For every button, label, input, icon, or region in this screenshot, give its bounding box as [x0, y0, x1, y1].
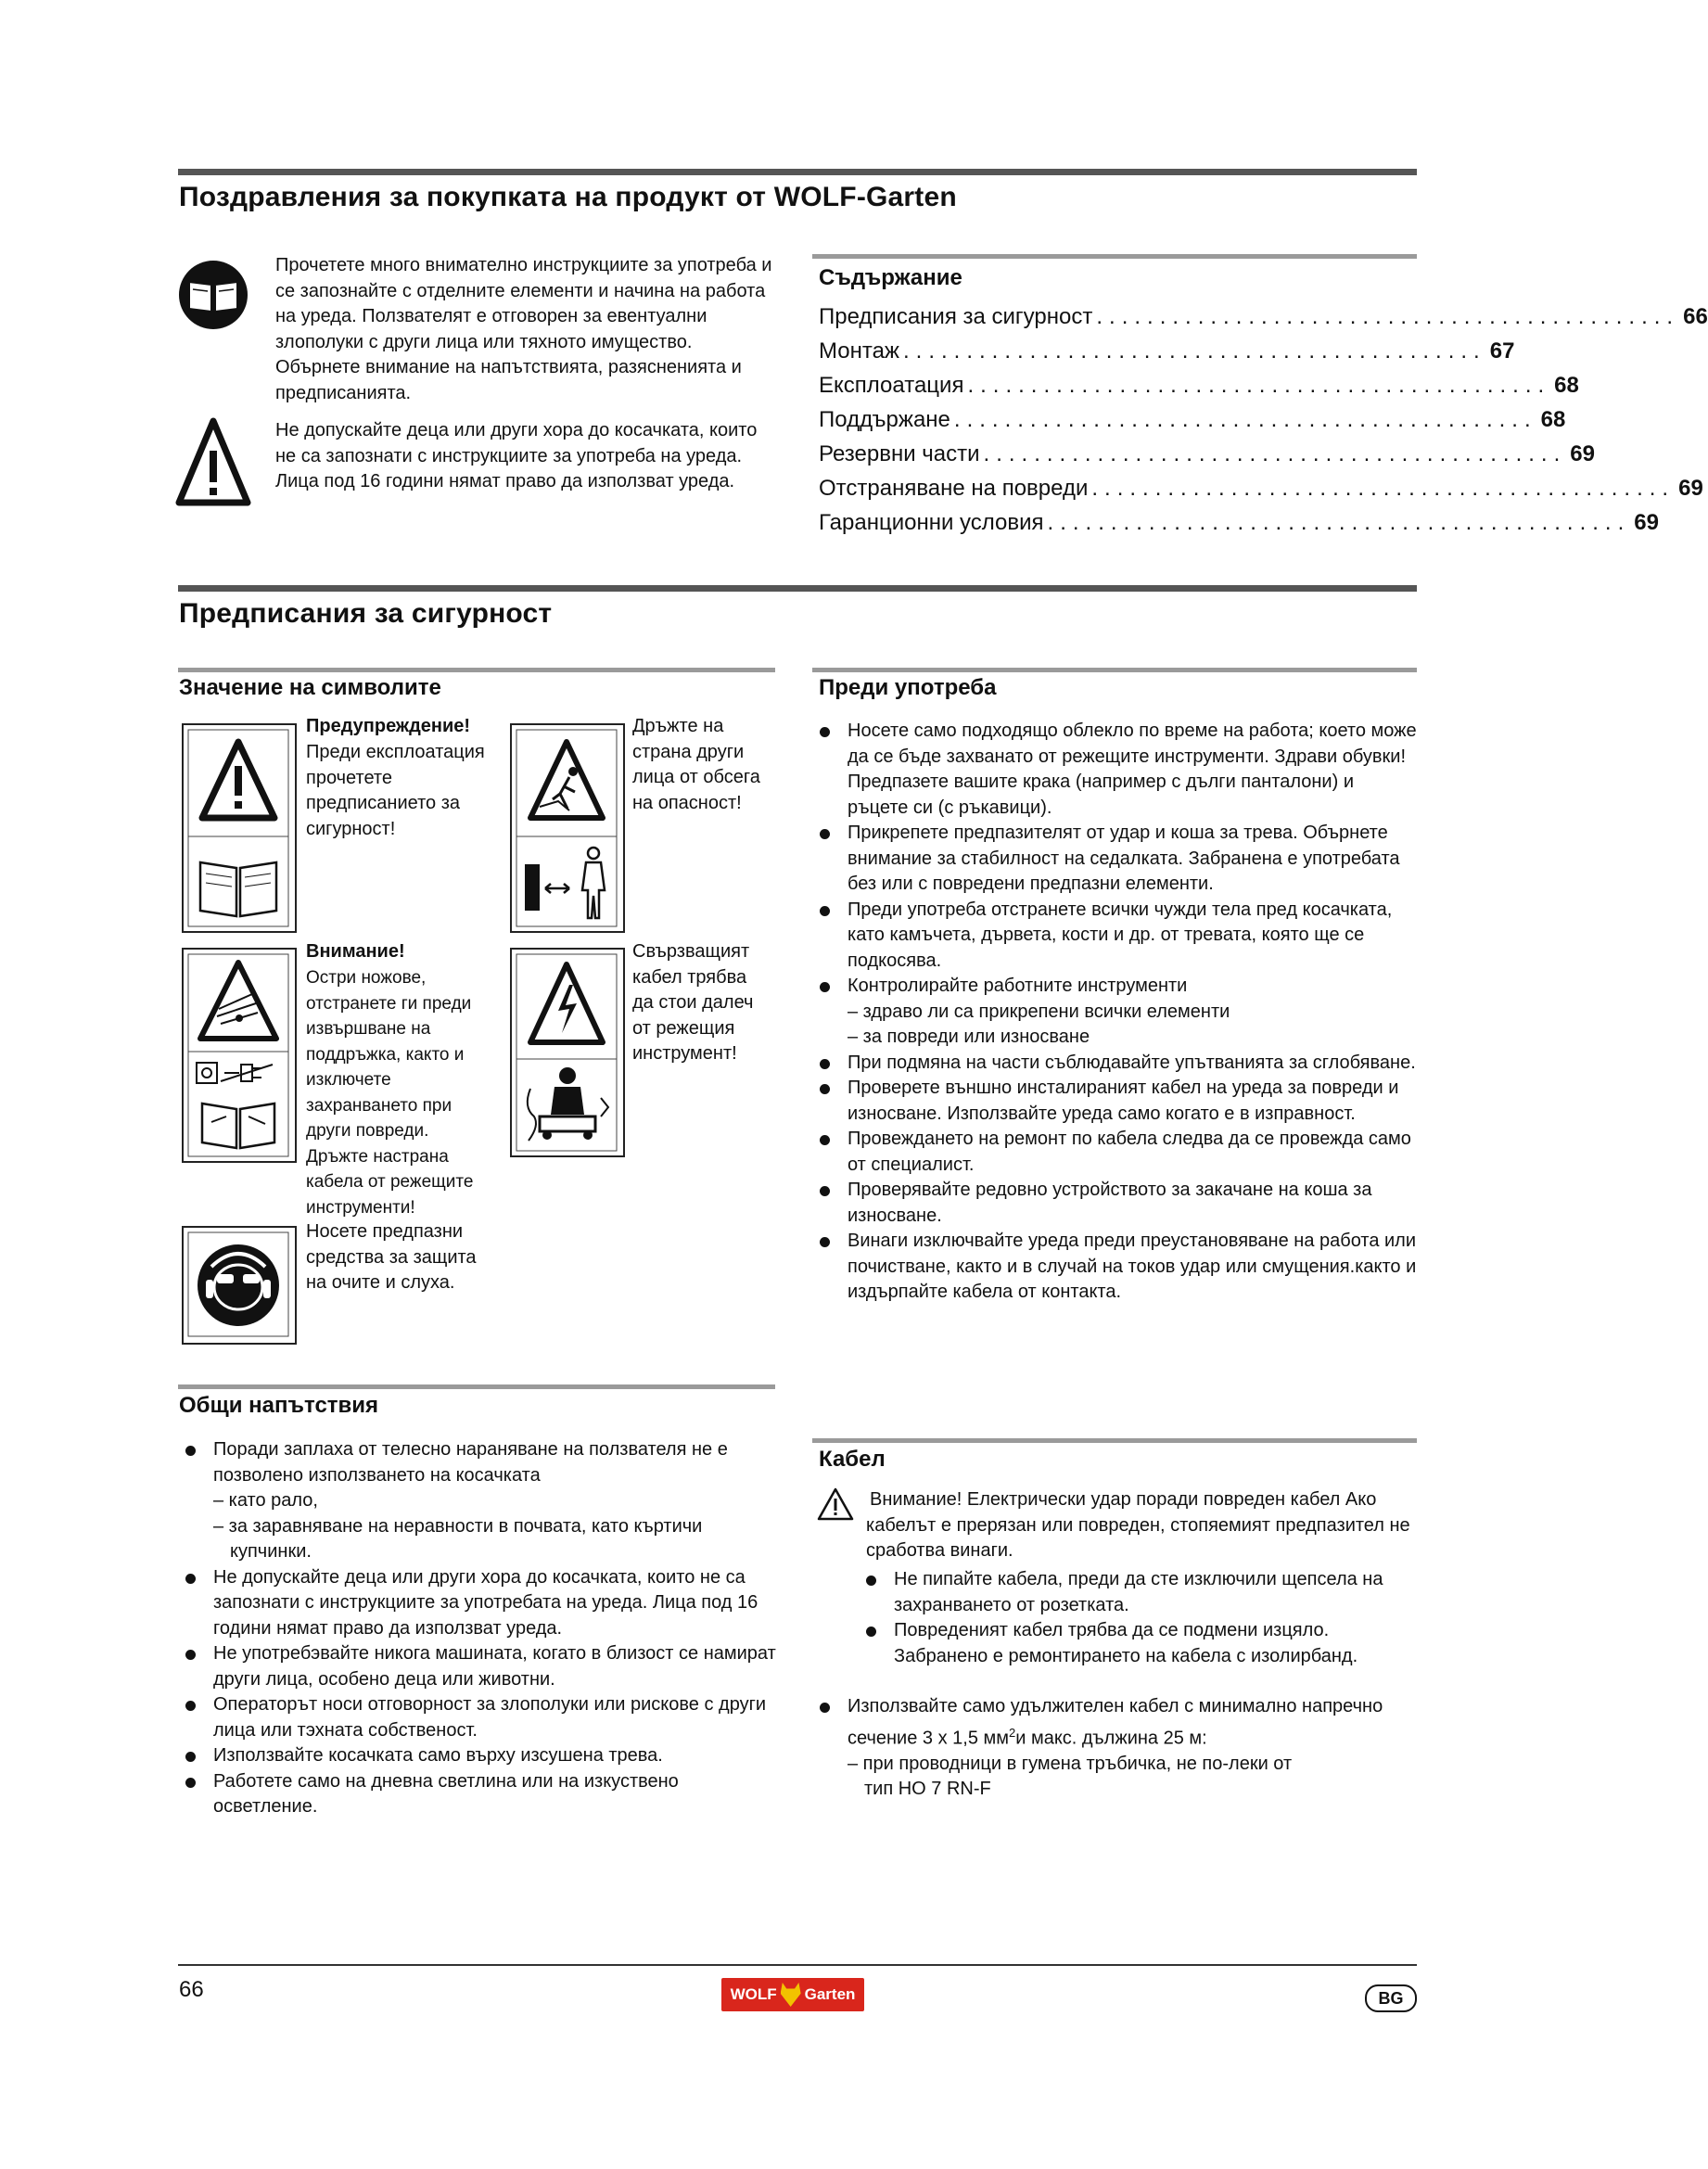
language-badge: BG — [1365, 1984, 1417, 2012]
before-use-title: Преди употреба — [819, 675, 997, 700]
before-use-rule — [812, 668, 1417, 672]
toc-item[interactable]: Поддържане .............................................. 68 — [819, 407, 1566, 432]
footer-rule — [178, 1964, 1417, 1966]
general-list — [178, 1437, 776, 1820]
symbol-warning-read — [182, 723, 297, 933]
toc-item[interactable]: Предписания за сигурност .............................................. 66 — [819, 304, 1708, 329]
cable-warning-list — [859, 1567, 1417, 1669]
symbol-attention-text: Остри ножове, отстранете ги преди извършване на поддръжка, както и изключете захранването при други повреди. Дръжте настрана кабела от режещите инструменти! — [306, 968, 474, 1218]
general-title: Общи напътствия — [179, 1393, 379, 1418]
symbol-warning-text: Преди експлоатация прочетете предписанието за сигурност! — [306, 742, 485, 839]
list-item: Операторът носи отговорност за злополуки или рискове с други лица или тэхната собственост. — [178, 1692, 776, 1743]
toc-item[interactable]: Гаранционни условия .............................................. 69 — [819, 510, 1659, 535]
header-rule — [178, 169, 1417, 175]
list-item: Носете само подходящо облекло по време на работа; което може да се бъде захванато от режещите инструменти. Здрави обувки! Предпазете вашите крака (например с дълги панталони) и ръцете си (с ръкавици). — [812, 719, 1417, 821]
symbol-protection-text: Носете предпазни средства за защита на очите и слуха. — [306, 1221, 477, 1293]
intro-warning-text: Не допускайте деца или други хора до косачката, които не са запознати с инструкциите за употреба на уреда. Лица под 16 години нямат право да използват уреда. — [275, 420, 758, 491]
list-item: Проверете външно инсталираният кабел на уреда за повреди и износване. Използвайте уреда само когато е в изправност. — [812, 1076, 1417, 1127]
cable-warning-text: Внимание! Електрически удар поради повреден кабел Ако кабелът е прерязан или повреден, стопяемият предпазител не сработва винаги. — [866, 1489, 1410, 1561]
symbol-warning-title: Предупреждение! — [306, 716, 471, 736]
toc-item[interactable]: Резервни части .............................................. 69 — [819, 441, 1595, 466]
list-item: Преди употреба отстранете всички чужди тела пред косачката, като камъчета, дървета, кости и др. от тревата, която ще се подкосява. — [812, 898, 1417, 975]
symbol-sharp-blades — [182, 948, 297, 1163]
symbols-title: Значение на символите — [179, 675, 441, 700]
wolf-head-icon — [781, 1983, 801, 2007]
list-item: Проверявайте редовно устройството за закачане на коша за износване. — [812, 1178, 1417, 1229]
list-item: Поради заплаха от телесно нараняване на ползвателя не е позволено използването на косачката – като рало, – за заравняване на неравности в почвата, като къртичи купчинки. — [178, 1437, 776, 1565]
toc-item[interactable]: Отстраняване на повреди .............................................. 69 — [819, 476, 1703, 501]
list-item: Контролирайте работните инструменти – здраво ли са прикрепени всички елементи – за повреди или износване — [812, 974, 1417, 1051]
symbol-cable-away — [510, 948, 625, 1157]
toc-item[interactable]: Монтаж .............................................. 67 — [819, 338, 1515, 364]
warning-triangle-icon — [816, 1486, 855, 1522]
table-of-contents — [819, 304, 1708, 544]
intro-read-text: Прочетете много внимателно инструкциите за употреба и се запознайте с отделните елементи и начина на работа на уреда. Ползвателят е отговорен за евентуални злополуки с други лица или тяхното имущество. Обърнете внимание на напътствията, разясненията и предписанията. — [275, 255, 772, 403]
before-use-list — [812, 719, 1417, 1306]
list-item: Не пипайте кабела, преди да сте изключили щепсела на захранването от розетката. — [859, 1567, 1417, 1618]
list-item: Работете само на дневна светлина или на изкуствено осветление. — [178, 1769, 776, 1820]
toc-item[interactable]: Експлоатация .............................................. 68 — [819, 373, 1579, 398]
symbol-keep-away — [510, 723, 625, 933]
list-item: Винаги изключвайте уреда преди преустановяване на работа или почистване, както и в случай на токов удар или смущения.както и издърпайте кабела от контакта. — [812, 1229, 1417, 1306]
list-item: Използвайте само удължителен кабел с минимално напречно сечение 3 x 1,5 $мм^2и$ макс. дължина 25 м: – при проводници в гумена тръбичка, не по-леки от тип HO 7 RN-F — [812, 1694, 1417, 1803]
cable-title: Кабел — [819, 1447, 886, 1472]
symbol-cable-text: Свързващият кабел трябва да стои далеч от режещия инструмент! — [632, 941, 754, 1064]
safety-rule — [178, 585, 1417, 592]
list-item: Прикрепете предпазителят от удар и коша за трева. Обърнете внимание за стабилност на седалката. Забранена е употребата без или с повредени предпазни елементи. — [812, 821, 1417, 898]
cable-rule — [812, 1438, 1417, 1443]
wolf-garten-logo: WOLF Garten — [721, 1978, 864, 2011]
list-item: При подмяна на части съблюдавайте упътванията за сглобяване. — [812, 1051, 1417, 1077]
list-item: Не допускайте деца или други хора до косачката, които не са запознати с инструкциите за употребата на уреда. Лица под 16 години нямат право да използват уреда. — [178, 1565, 776, 1642]
list-item: Не употребэвайте никога машината, когато в близост се намират други лица, особено деца или животни. — [178, 1641, 776, 1692]
toc-rule — [812, 254, 1417, 259]
symbol-attention-title: Внимание! — [306, 941, 405, 962]
symbol-eye-ear-protection — [182, 1226, 297, 1345]
warning-triangle-icon — [176, 415, 250, 508]
general-rule — [178, 1384, 775, 1389]
page-title: Поздравления за покупката на продукт от WOLF-Garten — [179, 182, 957, 212]
symbols-rule — [178, 668, 775, 672]
list-item: Използвайте косачката само върху изсушена трева. — [178, 1743, 776, 1769]
safety-title: Предписания за сигурност — [179, 598, 553, 629]
cable-list — [812, 1694, 1417, 1803]
list-item: Провеждането на ремонт по кабела следва да се провежда само от специалист. — [812, 1127, 1417, 1178]
list-item: Повреденият кабел трябва да се подмени изцяло. Забранено е ремонтирането на кабела с изолирбанд. — [859, 1618, 1417, 1669]
book-icon — [178, 260, 249, 330]
symbol-keep-away-text: Дръжте на страна други лица от обсега на опасност! — [632, 716, 760, 813]
page-number: 66 — [179, 1977, 204, 2002]
toc-title: Съдържание — [819, 265, 962, 290]
